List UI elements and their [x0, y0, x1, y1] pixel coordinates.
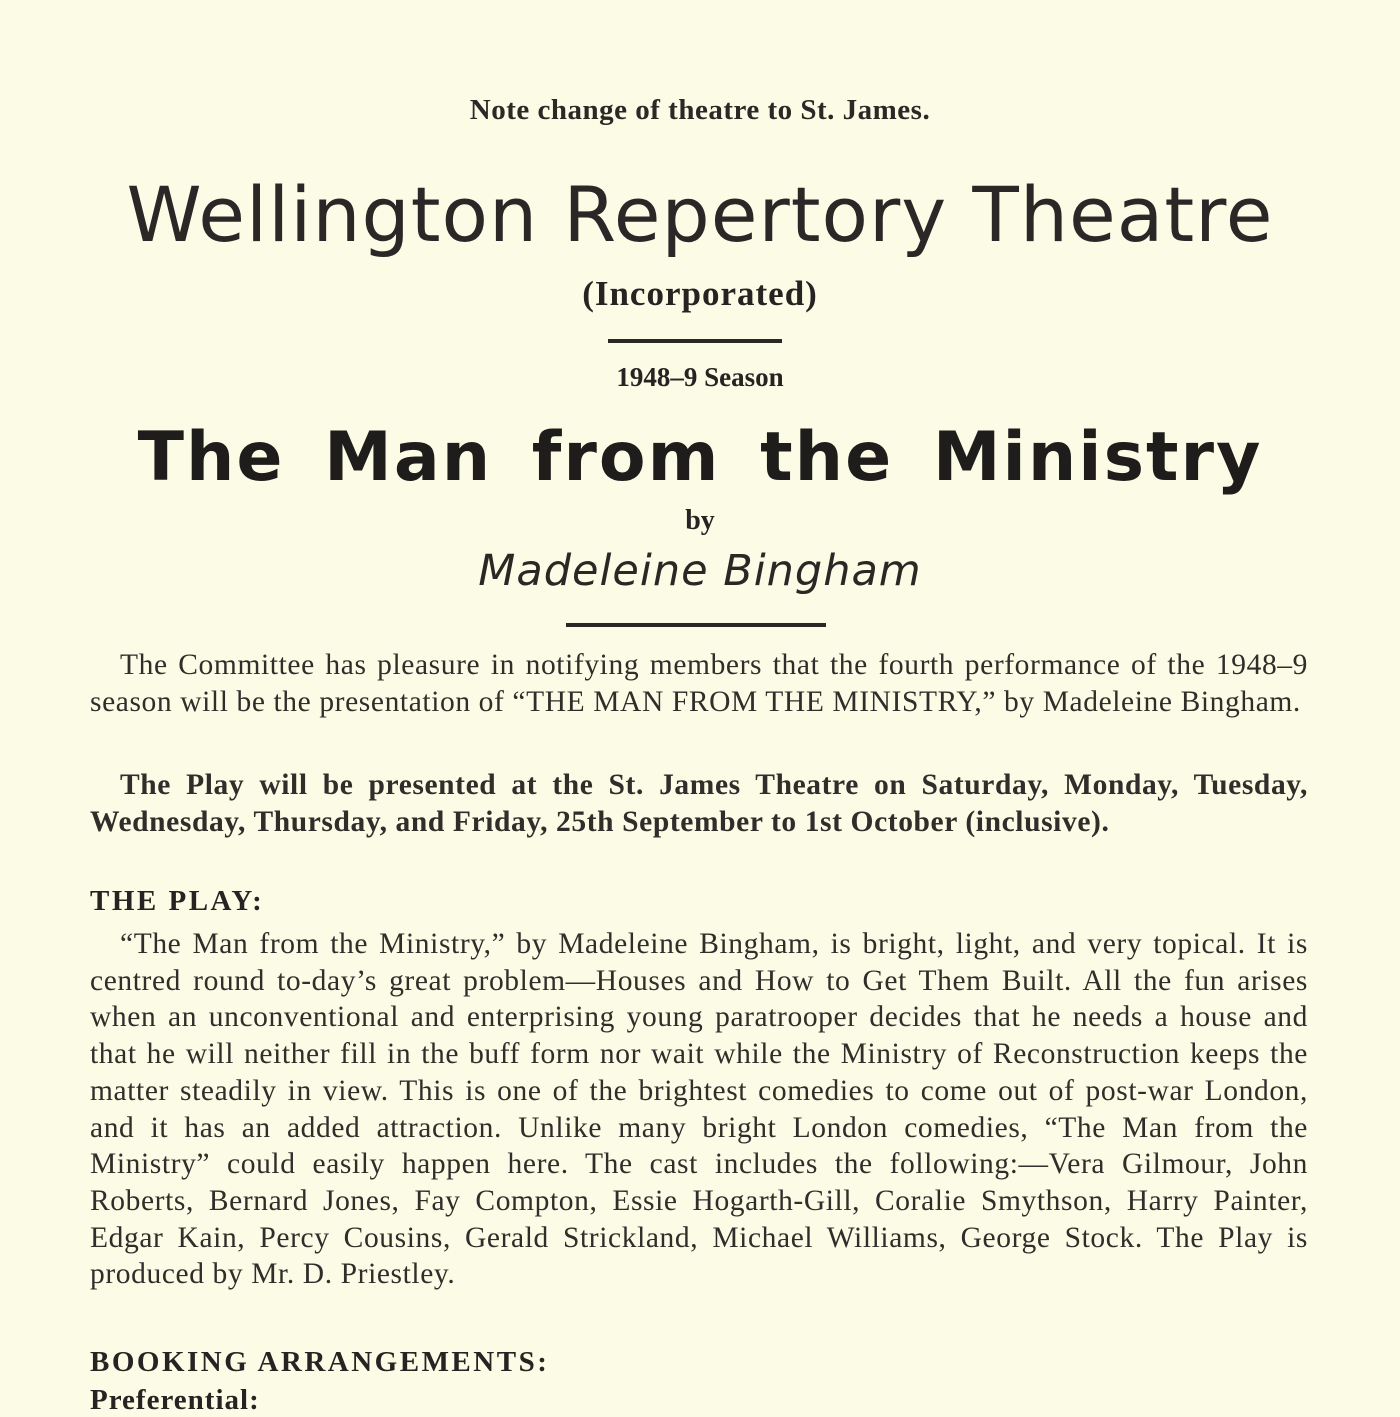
booking-arrangements-heading: BOOKING ARRANGEMENTS: — [90, 1346, 550, 1378]
play-description-text: “The Man from the Ministry,” by Madeleine Bingham, is bright, light, and very topical. It is centred round to-day’s great problem—Houses and How to Get Them Built. All the fun arises when an unconventional and enterprising young paratrooper decides that he needs a house and that he will neither fill in the buff form nor wait while the Ministry of Reconstruction keeps the matter steadily in view. This is one of the brightest comedies to come out of post-war London, and it has an added attraction. Unlike many bright London comedies, “The Man from the Ministry” could easily happen here. The cast includes the following:—Vera Gilmour, John Roberts, Bernard Jones, Fay Compton, Essie Hogarth-Gill, Coralie Smythson, Harry Painter, Edgar Kain, Percy Cousins, Gerald Strickland, Michael Williams, George Stock. The Play is produced by Mr. D. Priestley. — [90, 928, 1308, 1291]
play-description-paragraph — [90, 926, 1308, 1293]
organization-name: Wellington Repertory Theatre — [126, 170, 1274, 259]
schedule-text: The Play will be presented at the St. James Theatre on Saturday, Monday, Tuesday, Wednesday, Thursday, and Friday, 25th September to 1st October (inclusive). — [90, 769, 1308, 838]
theatre-change-note: Note change of theatre to St. James. — [469, 94, 931, 126]
intro-text: The Committee has pleasure in notifying members that the fourth performance of the 1948–9 season will be the presentation of “THE MAN FROM THE MINISTRY,” by Madeleine Bingham. — [90, 649, 1308, 718]
divider-rule — [608, 339, 782, 343]
the-play-heading: THE PLAY: — [90, 885, 265, 917]
schedule-paragraph — [90, 767, 1308, 840]
intro-paragraph — [90, 647, 1308, 720]
incorporated-label: (Incorporated) — [582, 274, 818, 313]
play-title: The Man from the Ministry — [137, 418, 1263, 497]
season-label: 1948–9 Season — [616, 362, 784, 392]
divider-rule — [566, 623, 826, 627]
author-name: Madeleine Bingham — [478, 546, 922, 596]
preferential-subheading: Preferential: — [90, 1384, 260, 1416]
by-label: by — [685, 505, 715, 536]
